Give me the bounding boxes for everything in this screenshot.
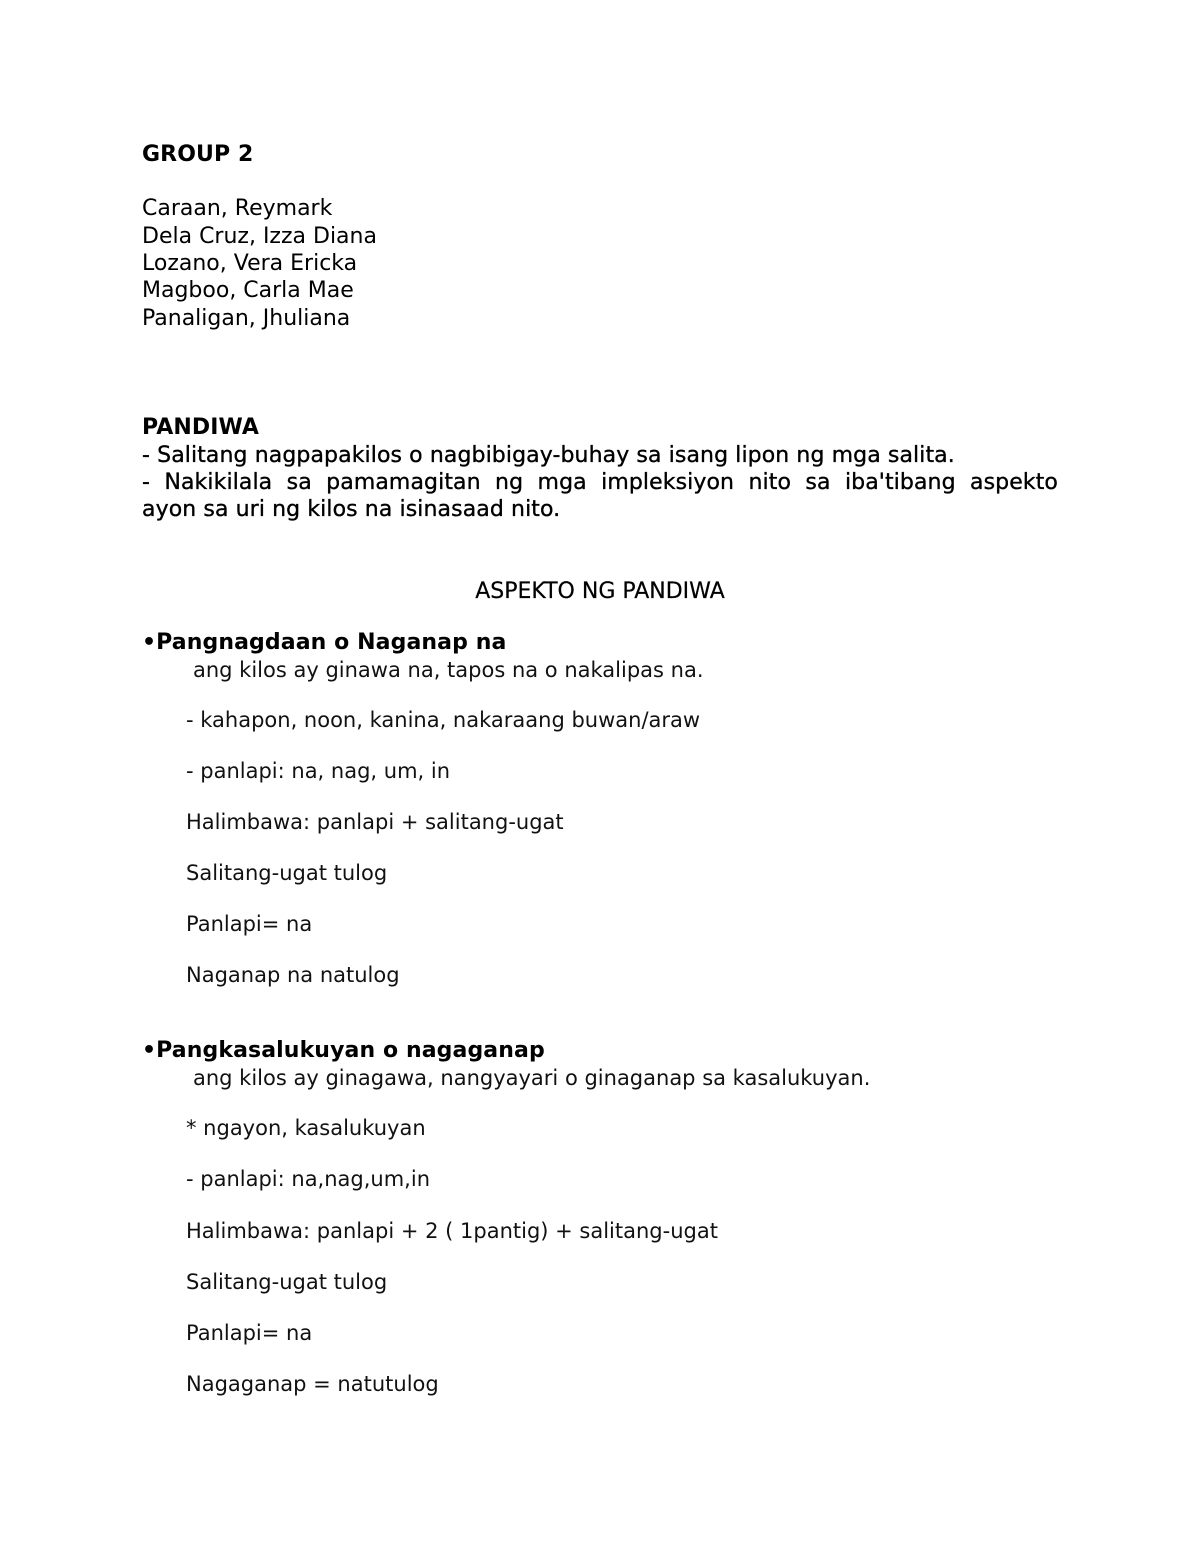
section-item: Salitang-ugat tulog [186, 861, 388, 885]
section-title: •Pangkasalukuyan o nagaganap [142, 1038, 545, 1063]
member-name: Caraan, Reymark [142, 196, 333, 221]
section-item: Nagaganap = natutulog [186, 1372, 439, 1396]
pandiwa-heading: PANDIWA [142, 415, 259, 440]
section-item: Halimbawa: panlapi + 2 ( 1pantig) + salitang-ugat [186, 1219, 718, 1243]
section-item: Halimbawa: panlapi + salitang-ugat [186, 810, 564, 834]
pandiwa-definition-line: - Nakikilala sa pamamagitan ng mga impleksiyon nito sa iba'tibang aspekto [142, 470, 1058, 495]
member-name: Dela Cruz, Izza Diana [142, 224, 377, 249]
section-title: •Pangnagdaan o Naganap na [142, 630, 507, 655]
section-item: * ngayon, kasalukuyan [186, 1116, 426, 1140]
member-name: Lozano, Vera Ericka [142, 251, 358, 276]
section-definition: ang kilos ay ginawa na, tapos na o nakalipas na. [193, 658, 704, 682]
member-name: Magboo, Carla Mae [142, 278, 354, 303]
section-item: - panlapi: na, nag, um, in [186, 759, 451, 783]
section-item: Panlapi= na [186, 912, 313, 936]
section-item: Naganap na natulog [186, 963, 400, 987]
member-name: Panaligan, Jhuliana [142, 306, 351, 331]
section-item: - kahapon, noon, kanina, nakaraang buwan/araw [186, 708, 701, 732]
section-item: Panlapi= na [186, 1321, 313, 1345]
section-item: - panlapi: na,nag,um,in [186, 1167, 431, 1191]
pandiwa-definition-line: - Salitang nagpapakilos o nagbibigay-buhay sa isang lipon ng mga salita. [142, 443, 955, 468]
section-definition: ang kilos ay ginagawa, nangyayari o ginaganap sa kasalukuyan. [193, 1066, 871, 1090]
section-item: Salitang-ugat tulog [186, 1270, 388, 1294]
pandiwa-definition-line: ayon sa uri ng kilos na isinasaad nito. [142, 497, 561, 522]
group-title: GROUP 2 [142, 142, 254, 167]
aspekto-heading: ASPEKTO NG PANDIWA [475, 579, 725, 604]
